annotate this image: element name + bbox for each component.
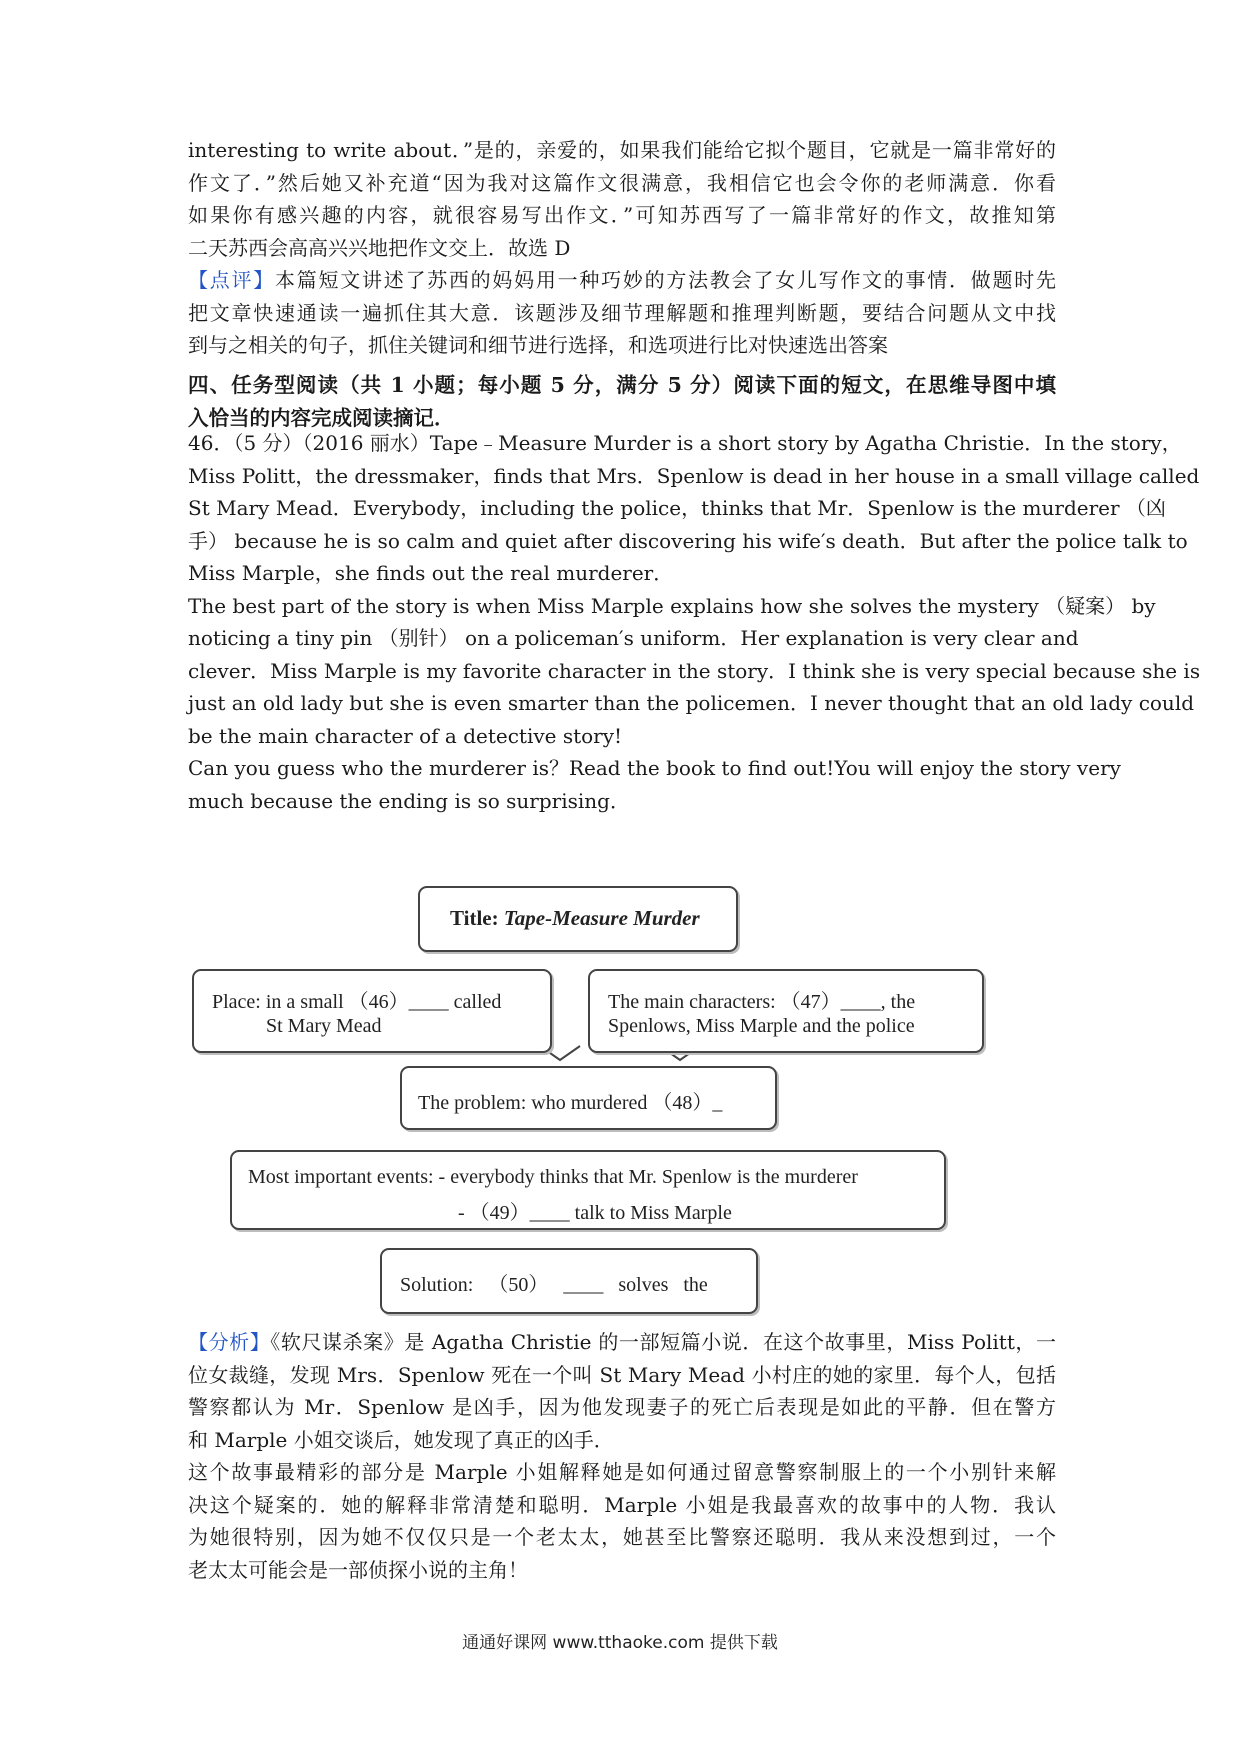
comment-line: 把文章快速通读一遍抓住其大意．该题涉及细节理解题和推理判断题，要结合问题从文中找 bbox=[188, 300, 1056, 325]
analysis bbox=[188, 1326, 1056, 1586]
passage-line: The best part of the story is when Miss Marple explains how she solves the mystery （疑案） by bbox=[188, 593, 1156, 618]
analysis-line bbox=[188, 1326, 1056, 1359]
events-line: Most important events: - everybody thinks that Mr. Spenlow is the murderer bbox=[248, 1166, 858, 1188]
analysis-tag: 【分析】 bbox=[188, 1330, 271, 1354]
passage-line: 手） because he is so calm and quiet after discovering his wife′s death．But after the police talk to bbox=[188, 528, 1188, 553]
characters-line: The main characters: （47）____, the bbox=[608, 991, 916, 1013]
place-line: St Mary Mead bbox=[266, 1015, 382, 1037]
passage-line: Miss Politt，the dressmaker，finds that Mrs．Spenlow is dead in her house in a small village called bbox=[188, 463, 1200, 488]
solution-box bbox=[380, 1248, 758, 1314]
heading-line: 四、任务型阅读（共 1 小题；每小题 5 分，满分 5 分）阅读下面的短文，在思维导图中填 bbox=[188, 373, 1056, 397]
comment-line: 到与之相关的句子，抓住关键词和细节进行选择，和选项进行比对快速选出答案 bbox=[188, 333, 888, 357]
text-line: 作文了．”然后她又补充道“因为我对这篇作文很满意，我相信它也会令你的老师满意．你看 bbox=[188, 170, 1056, 195]
analysis-line: 和 Marple 小姐交谈后，她发现了真正的凶手． bbox=[188, 1427, 614, 1452]
problem-box bbox=[400, 1066, 777, 1130]
analysis-line: 这个故事最精彩的部分是 Marple 小姐解释她是如何通过留意警察制服上的一个小别针来解 bbox=[188, 1460, 1056, 1484]
title-box bbox=[418, 886, 738, 952]
characters-box bbox=[588, 969, 984, 1053]
passage-line: clever．Miss Marple is my favorite character in the story．I think she is very special because she is bbox=[188, 658, 1201, 683]
page-footer: 通通好课网 www.tthaoke.com 提供下载 bbox=[462, 1633, 778, 1653]
passage-line: much because the ending is so surprising． bbox=[188, 788, 630, 813]
problem-text: The problem: who murdered （48）_ bbox=[418, 1092, 723, 1114]
title-label: Title: bbox=[450, 906, 504, 930]
events-line: - （49）____ talk to Miss Marple bbox=[458, 1202, 732, 1224]
analysis-line: 警察都认为 Mr．Spenlow 是凶手，因为他发现妻子的死亡后表现是如此的平静．但在警方 bbox=[188, 1395, 1056, 1419]
passage-line: Can you guess who the murderer is？Read the book to find out!You will enjoy the story very bbox=[188, 756, 1121, 780]
characters-line: Spenlows, Miss Marple and the police bbox=[608, 1015, 915, 1037]
solution-text: Solution: （50） ____ solves the bbox=[400, 1274, 708, 1296]
text-line: 二天苏西会高高兴兴地把作文交上．故选 D bbox=[188, 235, 571, 260]
title-value: Tape-Measure Murder bbox=[503, 906, 700, 930]
passage-line: 46．（5 分）（2016 丽水）Tape﹣Measure Murder is a short story by Agatha Christie．In the story， bbox=[188, 431, 1182, 455]
analysis-line: 为她很特别，因为她不仅仅只是一个老太太，她甚至比警察还聪明．我从来没想到过，一个 bbox=[188, 1525, 1056, 1549]
analysis-line: 位女裁缝，发现 Mrs．Spenlow 死在一个叫 St Mary Mead 小村庄的她的家里．每个人，包括 bbox=[188, 1362, 1056, 1387]
passage-line: noticing a tiny pin （别针） on a policeman′s uniform．Her explanation is very clear and bbox=[188, 626, 1079, 650]
passage-line: be the main character of a detective story! bbox=[188, 723, 623, 748]
text-line: interesting to write about．”是的，亲爱的，如果我们能给它拟个题目，它就是一篇非常好的 bbox=[188, 138, 1056, 162]
comment-tag: 【点评】 bbox=[188, 268, 275, 292]
place-line: Place: in a small （46）____ called bbox=[212, 991, 502, 1013]
heading-line: 入恰当的内容完成阅读摘记． bbox=[188, 406, 455, 430]
passage-line: Miss Marple，she finds out the real murderer． bbox=[188, 561, 674, 585]
title-text bbox=[450, 906, 700, 931]
analysis-line: 决这个疑案的．她的解释非常清楚和聪明．Marple 小姐是我最喜欢的故事中的人物．我认 bbox=[188, 1492, 1056, 1517]
place-box bbox=[192, 969, 552, 1053]
analysis-line: 老太太可能会是一部侦探小说的主角！ bbox=[188, 1557, 528, 1582]
text-line: 如果你有感兴趣的内容，就很容易写出作文．”可知苏西写了一篇非常好的作文，故推知第 bbox=[188, 203, 1056, 227]
events-box bbox=[230, 1150, 946, 1230]
comment-text: 本篇短文讲述了苏西的妈妈用一种巧妙的方法教会了女儿写作文的事情．做题时先 bbox=[274, 268, 1057, 292]
analysis-text: 《软尺谋杀案》是 Agatha Christie 的一部短篇小说．在这个故事里，Miss Politt，一 bbox=[270, 1330, 1056, 1354]
passage-line: just an old lady but she is even smarter than the policemen．I never thought that an old lady could bbox=[188, 691, 1195, 715]
passage-line: St Mary Mead．Everybody，including the police，thinks that Mr．Spenlow is the murderer （凶 bbox=[188, 496, 1166, 520]
